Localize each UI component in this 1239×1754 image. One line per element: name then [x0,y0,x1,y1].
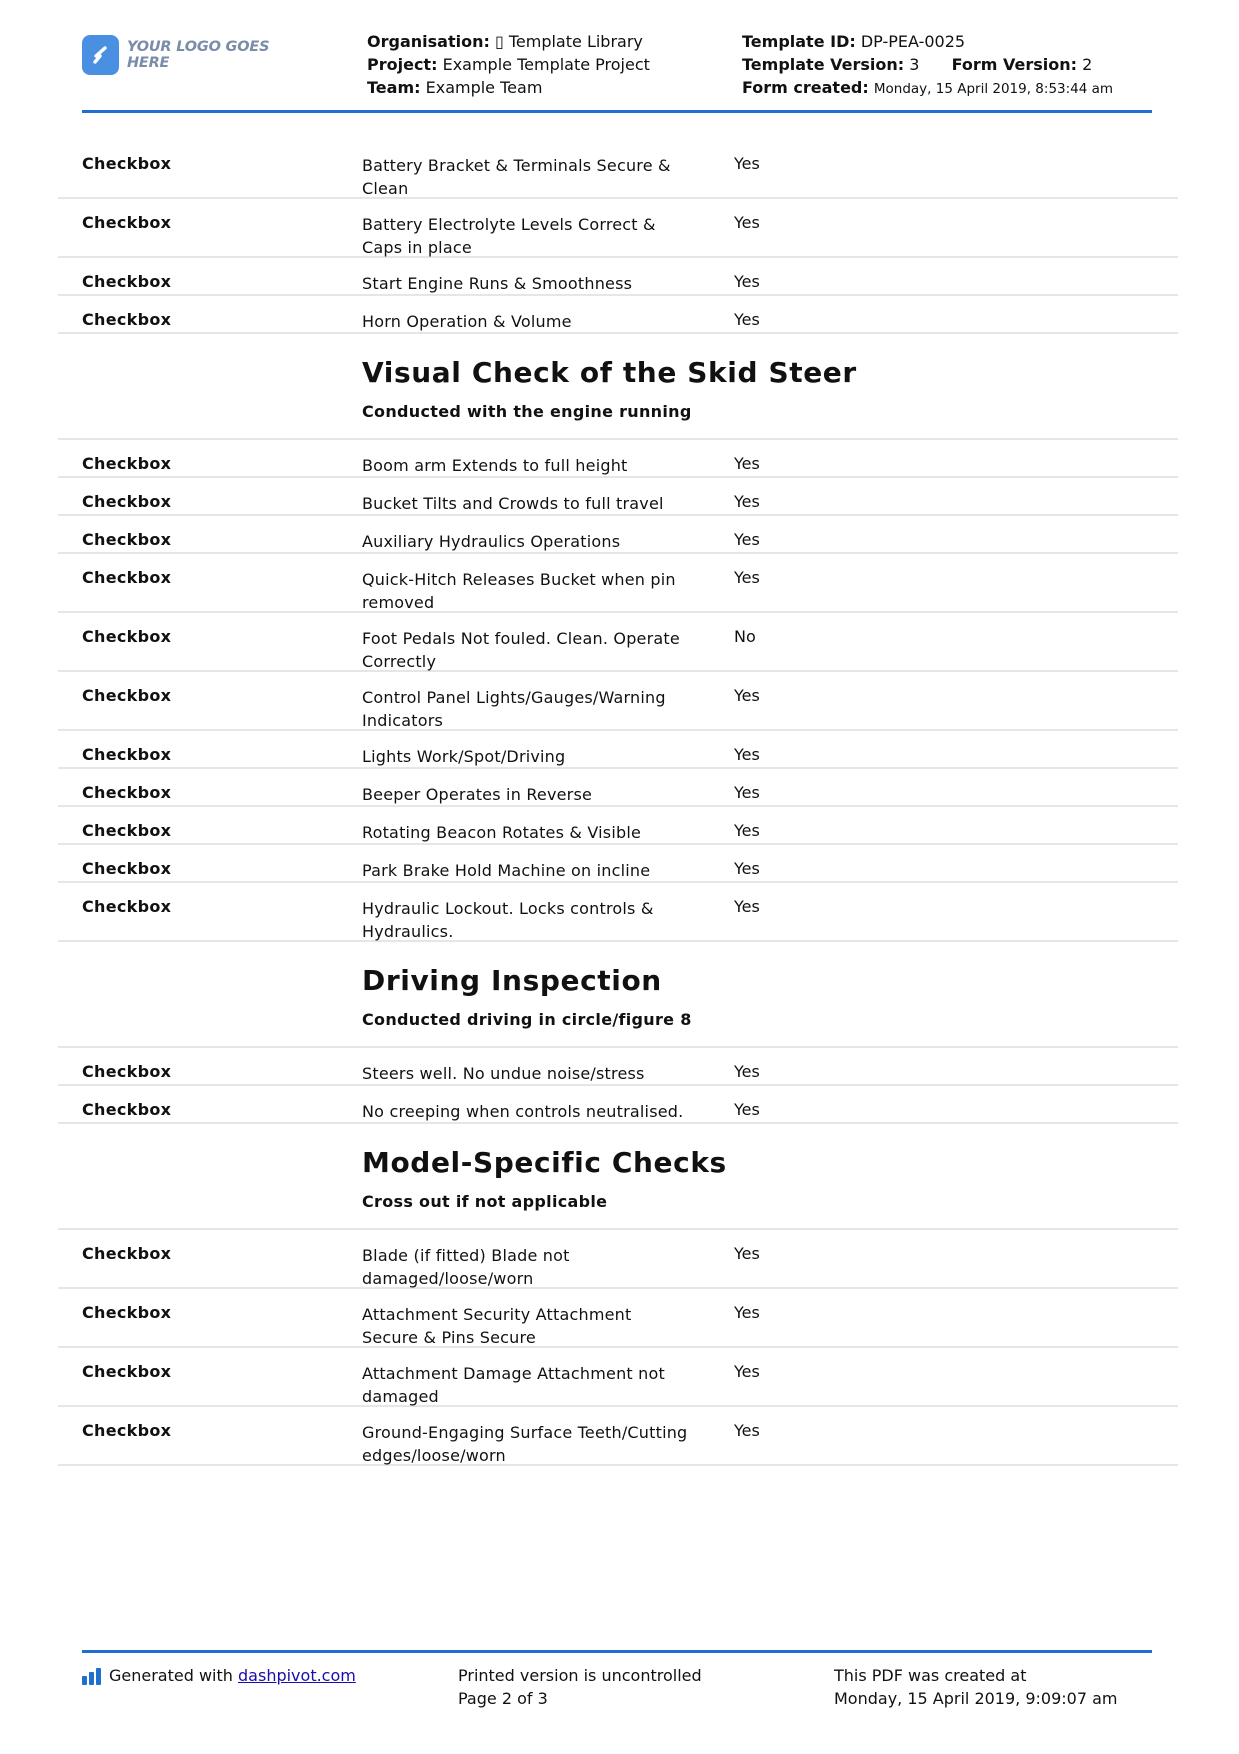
checklist-item: Blade (if fitted) Blade not damaged/loose/worn [362,1246,570,1288]
uncontrolled-notice: Printed version is uncontrolled [458,1666,702,1685]
checklist-row [58,1048,1178,1086]
template-id-label: Template ID: [742,32,856,51]
template-id-value: DP-PEA-0025 [860,32,966,51]
section-subtitle: Conducted driving in circle/figure 8 [362,1010,692,1029]
checklist-row [58,199,1178,258]
project-line [367,53,650,76]
header-meta-right [742,30,1113,101]
section-header [58,1124,1178,1230]
checklist-row [58,672,1178,731]
dashpivot-link[interactable]: dashpivot.com [238,1666,356,1685]
checklist-value: Yes [734,454,760,473]
section-subtitle: Cross out if not applicable [362,1192,608,1211]
section-title: Model-Specific Checks [362,1146,727,1179]
page-number: Page 2 of 3 [458,1689,548,1708]
checklist-item: Quick-Hitch Releases Bucket when pin removed [362,570,676,612]
checklist-item: Foot Pedals Not fouled. Clean. Operate Correctly [362,629,680,671]
generated-prefix: Generated with [109,1666,233,1685]
checklist [58,140,1178,1466]
template-version-value: 3 [909,55,920,74]
checklist-row [58,613,1178,672]
footer-divider [82,1650,1152,1653]
field-type: Checkbox [82,821,172,840]
checklist-row [58,769,1178,807]
header-divider [82,110,1152,113]
checklist-item: Battery Bracket & Terminals Secure & Clean [362,156,671,198]
checklist-row [58,554,1178,613]
checklist-item: Horn Operation & Volume [362,312,572,331]
checklist-row [58,140,1178,199]
checklist-value: Yes [734,492,760,511]
checklist-value: Yes [734,1303,760,1322]
pdf-created-value: Monday, 15 April 2019, 9:09:07 am [834,1689,1118,1708]
checklist-row [58,1407,1178,1466]
checklist-item: Park Brake Hold Machine on incline [362,861,651,880]
logo-text: YOUR LOGO GOES HERE [126,39,270,71]
section-subtitle: Conducted with the engine running [362,402,692,421]
field-type: Checkbox [82,1362,172,1381]
field-type: Checkbox [82,627,172,646]
project-label: Project: [367,55,438,74]
form-created-label: Form created: [742,78,869,97]
checklist-row [58,845,1178,883]
checklist-item: Bucket Tilts and Crowds to full travel [362,494,664,513]
checklist-value: Yes [734,859,760,878]
template-version-label: Template Version: [742,55,905,74]
field-type: Checkbox [82,492,172,511]
team-value: Example Team [425,78,543,97]
section-title: Driving Inspection [362,964,662,997]
checklist-item: Hydraulic Lockout. Locks controls & Hydraulics. [362,899,654,941]
page-header [82,28,1152,110]
field-type: Checkbox [82,530,172,549]
checklist-value: Yes [734,530,760,549]
checklist-value: Yes [734,897,760,916]
header-meta-left [367,30,650,99]
checklist-item: No creeping when controls neutralised. [362,1102,684,1121]
version-line [742,53,1113,76]
field-type: Checkbox [82,745,172,764]
bar-chart-icon [82,1667,101,1685]
team-label: Team: [367,78,421,97]
checklist-value: Yes [734,686,760,705]
checklist-value: Yes [734,310,760,329]
checklist-item: Rotating Beacon Rotates & Visible [362,823,642,842]
organisation-line [367,30,650,53]
footer-right [834,1664,1117,1710]
checklist-item: Steers well. No undue noise/stress [362,1064,645,1083]
organisation-label: Organisation: [367,32,490,51]
checklist-item: Beeper Operates in Reverse [362,785,593,804]
checklist-row [58,883,1178,942]
field-type: Checkbox [82,1100,172,1119]
field-type: Checkbox [82,568,172,587]
field-type: Checkbox [82,1244,172,1263]
field-type: Checkbox [82,897,172,916]
field-type: Checkbox [82,213,172,232]
checklist-row [58,731,1178,769]
checklist-row [58,1348,1178,1407]
checklist-value: No [734,627,756,646]
logo-s-icon [82,35,119,75]
form-version-label: Form Version: [951,55,1078,74]
template-id-line [742,30,1113,53]
checklist-row [58,296,1178,334]
checklist-value: Yes [734,154,760,173]
form-created-value: Monday, 15 April 2019, 8:53:44 am [873,81,1114,97]
checklist-item: Attachment Security Attachment Secure & Pins Secure [362,1305,632,1347]
checklist-item: Control Panel Lights/Gauges/Warning Indicators [362,688,666,730]
section-title: Visual Check of the Skid Steer [362,356,857,389]
checklist-value: Yes [734,1362,760,1381]
checklist-value: Yes [734,821,760,840]
checklist-row [58,478,1178,516]
checklist-item: Lights Work/Spot/Driving [362,747,566,766]
checklist-value: Yes [734,745,760,764]
field-type: Checkbox [82,686,172,705]
checklist-item: Attachment Damage Attachment not damaged [362,1364,665,1406]
checklist-row [58,1230,1178,1289]
section-header [58,942,1178,1048]
checklist-item: Boom arm Extends to full height [362,456,628,475]
checklist-value: Yes [734,1244,760,1263]
checklist-row [58,258,1178,296]
team-line [367,76,650,99]
checklist-value: Yes [734,1062,760,1081]
field-type: Checkbox [82,454,172,473]
form-version-value: 2 [1082,55,1093,74]
checklist-item: Battery Electrolyte Levels Correct & Caps in place [362,215,656,257]
checklist-row [58,1086,1178,1124]
checklist-value: Yes [734,272,760,291]
field-type: Checkbox [82,783,172,802]
field-type: Checkbox [82,310,172,329]
checklist-value: Yes [734,213,760,232]
checklist-value: Yes [734,1100,760,1119]
form-created-line [742,76,1113,101]
checklist-item: Ground-Engaging Surface Teeth/Cutting edges/loose/worn [362,1423,688,1465]
checklist-item: Start Engine Runs & Smoothness [362,274,633,293]
project-value: Example Template Project [442,55,650,74]
field-type: Checkbox [82,1303,172,1322]
field-type: Checkbox [82,1421,172,1440]
checklist-item: Auxiliary Hydraulics Operations [362,532,621,551]
organisation-value: ▯ Template Library [494,32,643,51]
pdf-created-label: This PDF was created at [834,1666,1027,1685]
field-type: Checkbox [82,272,172,291]
logo [82,33,302,77]
section-header [58,334,1178,440]
checklist-value: Yes [734,568,760,587]
footer-middle [458,1664,702,1710]
field-type: Checkbox [82,154,172,173]
checklist-row [58,807,1178,845]
field-type: Checkbox [82,1062,172,1081]
checklist-value: Yes [734,1421,760,1440]
checklist-value: Yes [734,783,760,802]
generated-with [82,1664,356,1687]
checklist-row [58,516,1178,554]
checklist-row [58,440,1178,478]
checklist-row [58,1289,1178,1348]
field-type: Checkbox [82,859,172,878]
